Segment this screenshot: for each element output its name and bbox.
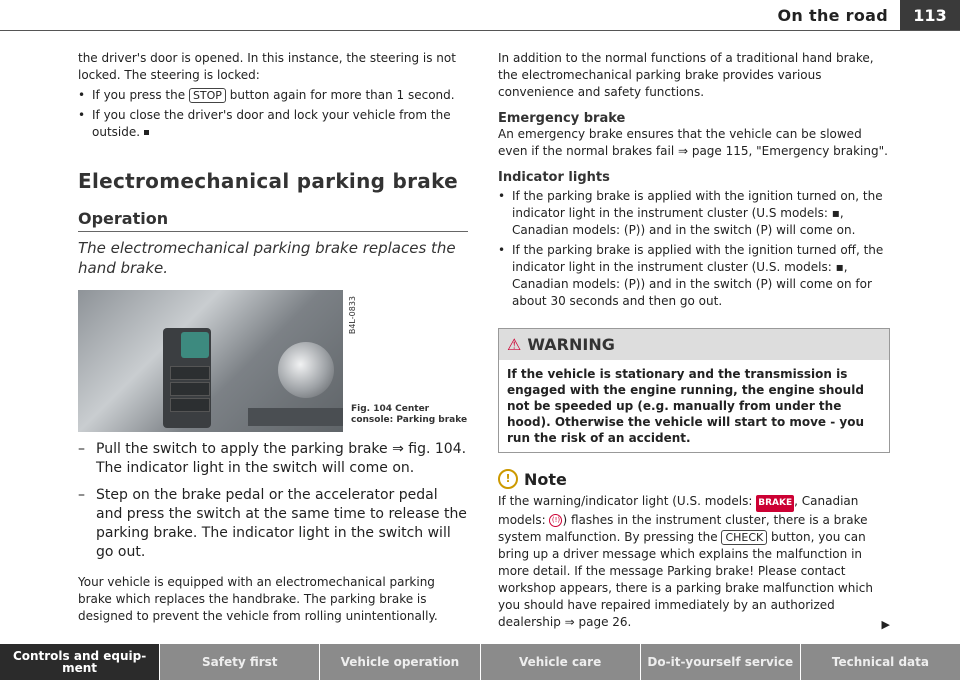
right-para-1: In addition to the normal functions of a traditional hand brake, the electromechanical parking brake provides various convenience and safety functions.	[498, 51, 874, 99]
running-title: On the road	[777, 6, 888, 25]
right-column	[498, 50, 890, 631]
note-title: ! Note	[498, 469, 890, 489]
tab-safety[interactable]: Safety first	[160, 644, 320, 680]
warning-title: ⚠ WARNING	[499, 329, 889, 360]
indicator-heading: Indicator lights	[498, 170, 610, 185]
step-apply: – Pull the switch to apply the parking brake ⇒ fig. 104. The indicator light in the switch will come on.	[78, 440, 468, 478]
end-of-section-icon	[144, 130, 149, 135]
subsection-heading: Operation	[78, 209, 468, 232]
tab-vehicle-care[interactable]: Vehicle care	[481, 644, 641, 680]
left-para-2: Your vehicle is equipped with an electromechanical parking brake which replaces the handbrake. The parking brake is designed to prevent the vehicle from rolling unintentionally.	[78, 575, 438, 623]
note-icon: !	[498, 469, 518, 489]
center-console-photo	[78, 290, 343, 432]
tab-technical-data[interactable]: Technical data	[801, 644, 960, 680]
emergency-heading: Emergency brake	[498, 111, 626, 126]
emergency-text: An emergency brake ensures that the vehicle can be slowed even if the normal brakes fail ⇒ page 115, "Emergency braking".	[498, 127, 888, 158]
warning-icon: ⚠	[507, 335, 522, 354]
tab-diy-service[interactable]: Do-it-yourself service	[641, 644, 801, 680]
tab-controls[interactable]: Controls and equip-ment	[0, 644, 160, 680]
bullet-lock: • If you close the driver's door and lock your vehicle from the outside.	[78, 107, 468, 141]
parking-brake-switch	[181, 332, 209, 358]
footer-tabs	[0, 644, 960, 680]
continue-arrow-icon: ▶	[881, 618, 890, 631]
bullet-stop: • If you press the STOP button again for more than 1 second.	[78, 87, 468, 104]
warning-text: If the vehicle is stationary and the transmission is engaged with the engine running, the engine should not be speeded up (e.g. manually from under the hood). Otherwise the vehicle will start to move - you run the risk of an accident.	[507, 367, 865, 445]
indicator-bullet-off: • If the parking brake is applied with the ignition turned off, the indicator light in the instrument cluster (U.S. models: ▪, Canadian models: (P)) and in the switch (P) will come on for about 30 seconds and then go out.	[498, 242, 890, 310]
warning-box	[498, 328, 890, 453]
section-heading: Electromechanical parking brake	[78, 169, 459, 193]
figure-104	[78, 290, 468, 432]
indicator-bullet-on: • If the parking brake is applied with the ignition turned on, the indicator light in the instrument cluster (U.S models: ▪, Canadian models: (P)) and in the switch (P) will come on.	[498, 188, 890, 239]
stop-key: STOP	[189, 88, 226, 103]
figure-code: B4L-0833	[348, 296, 357, 335]
step-release: – Step on the brake pedal or the accelerator pedal and press the switch at the same time to release the parking brake. The indicator light in the switch will go out.	[78, 486, 468, 562]
header-rule	[0, 30, 960, 31]
left-column	[78, 50, 468, 625]
tab-vehicle-operation[interactable]: Vehicle operation	[320, 644, 480, 680]
brake-badge: BRAKE	[756, 495, 794, 512]
figure-caption: Fig. 104 Center console: Parking brake	[351, 404, 468, 425]
intro-text: The electromechanical parking brake replaces the hand brake.	[78, 239, 456, 277]
note-text: If the warning/indicator light (U.S. models: BRAKE , Canadian models: (!) ) flashes in the instrument cluster, there is a brake system malfunction. By pressing the CHECK button, you can bring up a driver message which explains the malfunction in more detail. If the message Parking brake! Please contact workshop appears, there is a parking brake malfunction which you should have repaired immediately by an authorized dealership ⇒ page 26.	[498, 494, 873, 629]
left-para-1: the driver's door is opened. In this instance, the steering is not locked. The steering is locked:	[78, 51, 456, 82]
check-key: CHECK	[721, 530, 767, 545]
control-knob	[278, 342, 334, 398]
brake-lamp-icon: (!)	[549, 514, 562, 527]
page-number: 113	[900, 0, 960, 30]
